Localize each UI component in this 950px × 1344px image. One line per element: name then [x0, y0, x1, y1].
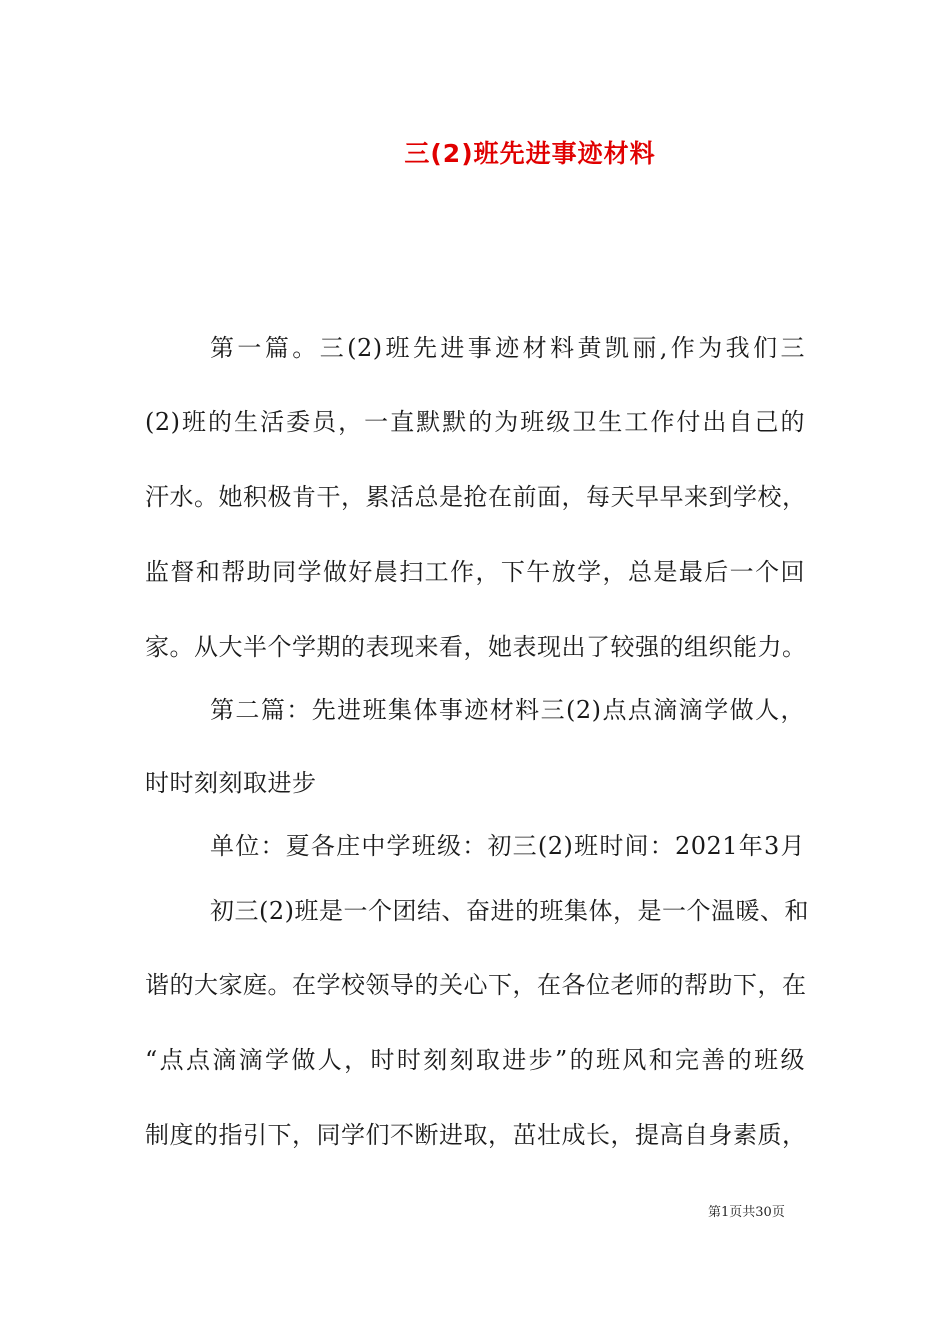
document-title: 三(2)班先进事迹材料 — [404, 139, 656, 168]
paragraph-line: 初三(2)班是一个团结、奋进的班集体，是一个温暖、和 — [210, 897, 809, 925]
paragraph-line: “点点滴滴学做人，时时刻刻取进步”的班风和完善的班级 — [145, 1046, 805, 1074]
paragraph-line: 时时刻刻取进步 — [145, 769, 317, 797]
page-number: 第1页共30页 — [708, 1205, 785, 1220]
paragraph-line: 谐的大家庭。在学校领导的关心下，在各位老师的帮助下，在 — [145, 971, 807, 999]
paragraph-line: (2)班的生活委员，一直默默的为班级卫生工作付出自己的 — [145, 408, 805, 436]
paragraph-line: 第二篇：先进班集体事迹材料三(2)点点滴滴学做人， — [210, 696, 805, 724]
paragraph-line: 单位：夏各庄中学班级：初三(2)班时间：2021年3月 — [210, 832, 805, 860]
paragraph-line: 第一篇。三(2)班先进事迹材料黄凯丽,作为我们三 — [210, 334, 805, 362]
paragraph-line: 家。从大半个学期的表现来看，她表现出了较强的组织能力。 — [145, 633, 807, 661]
paragraph-line: 监督和帮助同学做好晨扫工作，下午放学，总是最后一个回 — [145, 558, 805, 586]
paragraph-line: 汗水。她积极肯干，累活总是抢在前面，每天早早来到学校， — [145, 483, 807, 511]
paragraph-line: 制度的指引下，同学们不断进取，茁壮成长，提高自身素质， — [145, 1121, 807, 1149]
